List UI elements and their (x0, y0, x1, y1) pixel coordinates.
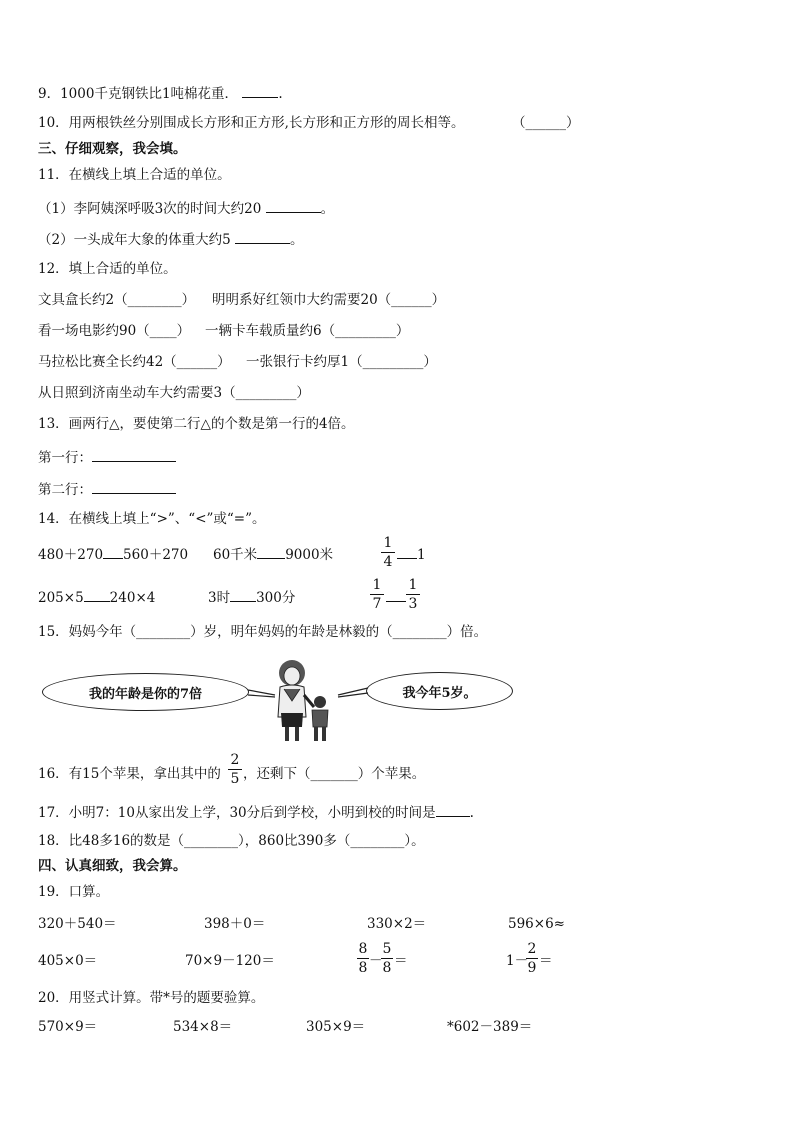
speech-bubble-right-text: 我今年5岁。 (402, 685, 477, 701)
question-9 (38, 83, 283, 103)
compare-d (38, 587, 155, 607)
denominator: 9 (527, 960, 537, 976)
numerator: 1 (372, 577, 382, 593)
compare-right: 300分 (256, 590, 296, 606)
question-9-text: 9．1000千克钢铁比1吨棉花重． (38, 86, 239, 102)
question-12-item[interactable]: 一辆卡车载质量约6（_________） (205, 323, 410, 339)
fraction-five-eighths (381, 941, 393, 976)
fraction-one-third (406, 577, 420, 612)
answer-blank[interactable] (103, 544, 123, 559)
compare-right: 9000米 (285, 547, 334, 563)
denominator: 3 (408, 596, 418, 612)
question-16-post[interactable]: ，还剩下（_______）个苹果。 (243, 766, 426, 782)
row-1-label: 第一行： (38, 450, 92, 466)
numerator: 2 (527, 941, 537, 957)
answer-blank[interactable] (386, 587, 406, 602)
compare-left: 205×5 (38, 590, 84, 606)
question-13-row-2 (38, 479, 176, 499)
speech-bubble-left (42, 673, 249, 711)
question-10-text: 10．用两根铁丝分别围成长方形和正方形,长方形和正方形的周长相等。 (38, 115, 465, 131)
question-18[interactable]: 18．比48多16的数是（________），860比390多（________）。 (38, 833, 425, 849)
fraction-two-ninths (526, 941, 538, 976)
fraction-one-seventh (370, 577, 384, 612)
denominator: 5 (230, 771, 240, 787)
section-4-heading: 四、认真细致，我会算。 (38, 858, 187, 874)
compare-right: 240×4 (109, 590, 156, 606)
numerator: 8 (358, 941, 368, 957)
question-12: 12．填上合适的单位。 (38, 261, 177, 277)
fraction-two-fifths (228, 752, 242, 787)
compare-e (208, 587, 295, 607)
question-12-item[interactable]: 一张银行卡约厚1（_________） (246, 354, 437, 370)
question-16-pre: 16．有15个苹果，拿出其中的 (38, 766, 221, 782)
denominator: 7 (372, 596, 382, 612)
compare-b (213, 544, 333, 564)
question-11: 11．在横线上填上合适的单位。 (38, 167, 231, 183)
calc-item: 398＋0＝ (204, 916, 266, 932)
denominator: 4 (383, 554, 393, 570)
calc-prefix: 1－ (506, 953, 529, 969)
question-13: 13．画两行△，要使第二行△的个数是第一行的4倍。 (38, 416, 355, 432)
calc-item: 534×8＝ (173, 1019, 233, 1035)
question-11-part-1-text: （1）李阿姨深呼吸3次的时间大约20 (38, 201, 262, 217)
question-13-row-1 (38, 447, 176, 467)
question-11-part-1: （1）李阿姨深呼吸3次的时间大约20 。 (38, 198, 334, 218)
calc-item: *602－389＝ (447, 1019, 533, 1035)
numerator: 1 (383, 535, 393, 551)
question-10 (38, 114, 464, 132)
mother-and-child-illustration (240, 655, 380, 745)
question-16 (38, 765, 221, 783)
answer-blank[interactable] (436, 802, 470, 817)
fraction-eight-eighths (357, 941, 369, 976)
question-10-bracket[interactable]: （______） (512, 115, 580, 131)
calc-item: 70×9－120＝ (185, 953, 275, 969)
question-19: 19．口算。 (38, 884, 110, 900)
question-11-part-2-text: （2）一头成年大象的体重大约5 (38, 232, 231, 248)
minus-sign: － (369, 953, 383, 969)
question-20: 20．用竖式计算。带*号的题要验算。 (38, 990, 265, 1006)
calc-item: 320＋540＝ (38, 916, 117, 932)
numerator: 5 (382, 941, 392, 957)
numerator: 1 (408, 577, 418, 593)
compare-a (38, 544, 188, 564)
answer-blank[interactable] (92, 447, 176, 462)
calc-item: 405×0＝ (38, 953, 98, 969)
speech-bubble-right (366, 672, 513, 710)
answer-blank[interactable] (266, 198, 321, 213)
calc-item: 305×9＝ (306, 1019, 366, 1035)
question-12-item[interactable]: 看一场电影约90（____） (38, 323, 191, 339)
answer-blank[interactable] (397, 544, 417, 559)
question-12-item[interactable]: 明明系好红领巾大约需要20（______） (212, 292, 446, 308)
question-17 (38, 802, 474, 822)
question-12-item[interactable]: 从日照到济南坐动车大约需要3（_________） (38, 385, 310, 401)
compare-left: 60千米 (213, 547, 258, 563)
calc-item: 570×9＝ (38, 1019, 98, 1035)
answer-blank[interactable] (92, 479, 176, 494)
answer-blank[interactable] (84, 587, 110, 602)
compare-f (386, 587, 406, 607)
compare-c (397, 544, 426, 564)
compare-left: 480＋270 (38, 547, 104, 563)
question-9-end: . (278, 86, 283, 102)
answer-blank[interactable] (242, 83, 278, 98)
question-17-end: . (469, 805, 474, 821)
question-12-item[interactable]: 文具盒长约2（________） (38, 292, 196, 308)
fraction-one-quarter (381, 535, 395, 570)
denominator: 8 (358, 960, 368, 976)
answer-blank[interactable] (235, 229, 290, 244)
question-11-part-2: （2）一头成年大象的体重大约5 。 (38, 229, 303, 249)
denominator: 8 (382, 960, 392, 976)
answer-blank[interactable] (230, 587, 256, 602)
equals-sign: ＝ (394, 953, 408, 969)
calc-item: 596×6≈ (508, 916, 565, 932)
numerator: 2 (230, 752, 240, 768)
answer-blank[interactable] (257, 544, 285, 559)
compare-right: 560＋270 (123, 547, 189, 563)
question-17-text: 17．小明7：10从家出发上学，30分后到学校，小明到校的时间是 (38, 805, 436, 821)
compare-left: 3时 (208, 590, 231, 606)
row-2-label: 第二行： (38, 482, 92, 498)
section-3-heading: 三、仔细观察，我会填。 (38, 141, 187, 157)
question-12-item[interactable]: 马拉松比赛全长约42（______） (38, 354, 231, 370)
compare-right: 1 (417, 547, 426, 563)
question-15: 15．妈妈今年（________）岁，明年妈妈的年龄是林毅的（________）倍。 (38, 624, 488, 640)
speech-bubble-left-text: 我的年龄是你的7倍 (88, 686, 203, 702)
equals-sign: ＝ (539, 953, 553, 969)
calc-item: 330×2＝ (367, 916, 427, 932)
question-14: 14．在横线上填上“>”、“<”或“=”。 (38, 511, 266, 527)
